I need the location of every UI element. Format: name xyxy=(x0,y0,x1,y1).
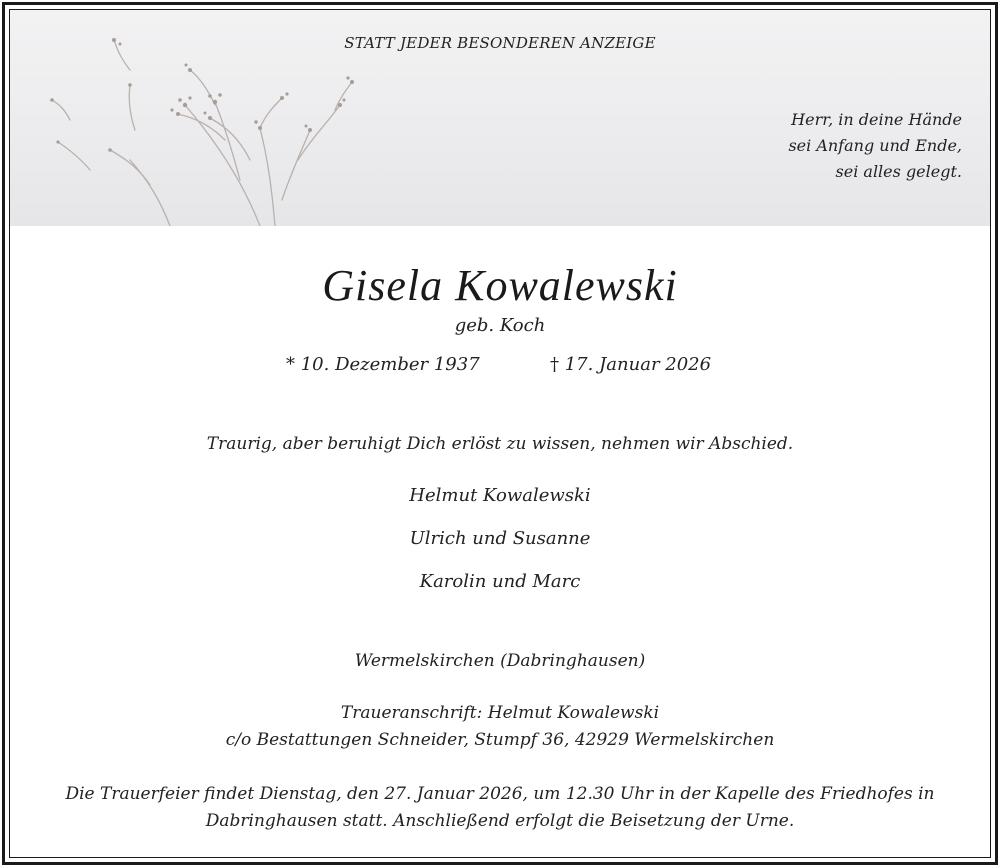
quote-line: sei alles gelegt. xyxy=(835,162,962,181)
notice-header: STATT JEDER BESONDEREN ANZEIGE xyxy=(344,34,656,52)
mourning-address-line: Traueranschrift: Helmut Kowalewski xyxy=(340,703,660,723)
mourner-name: Karolin und Marc xyxy=(419,571,581,592)
birth-date: * 10. Dezember 1937 xyxy=(286,354,480,375)
mourning-address-line: c/o Bestattungen Schneider, Stumpf 36, 42929 Wermelskirchen xyxy=(225,730,775,750)
deceased-name: Gisela Kowalewski xyxy=(322,261,678,310)
farewell-message: Traurig, aber beruhigt Dich erlöst zu wissen, nehmen wir Abschied. xyxy=(206,434,794,454)
death-date-text: 17. Januar 2026 xyxy=(564,354,712,375)
death-date xyxy=(550,354,711,375)
ceremony-text: Dabringhausen statt. Anschließend erfolgt die Beisetzung der Urne. xyxy=(205,811,795,831)
mourner-name: Helmut Kowalewski xyxy=(409,485,591,506)
quote-line: sei Anfang und Ende, xyxy=(788,136,962,155)
quote-line: Herr, in deine Hände xyxy=(791,110,962,129)
banner-image xyxy=(10,10,990,226)
place-line: Wermelskirchen (Dabringhausen) xyxy=(354,651,646,671)
maiden-name: geb. Koch xyxy=(454,315,546,336)
bible-quote xyxy=(788,107,962,185)
notice-card xyxy=(9,9,991,858)
mourner-name: Ulrich und Susanne xyxy=(409,528,591,549)
cross-icon: † xyxy=(550,354,559,375)
ceremony-text: Die Trauerfeier findet Dienstag, den 27. Januar 2026, um 12.30 Uhr in der Kapelle des Friedhofes in xyxy=(65,784,935,804)
